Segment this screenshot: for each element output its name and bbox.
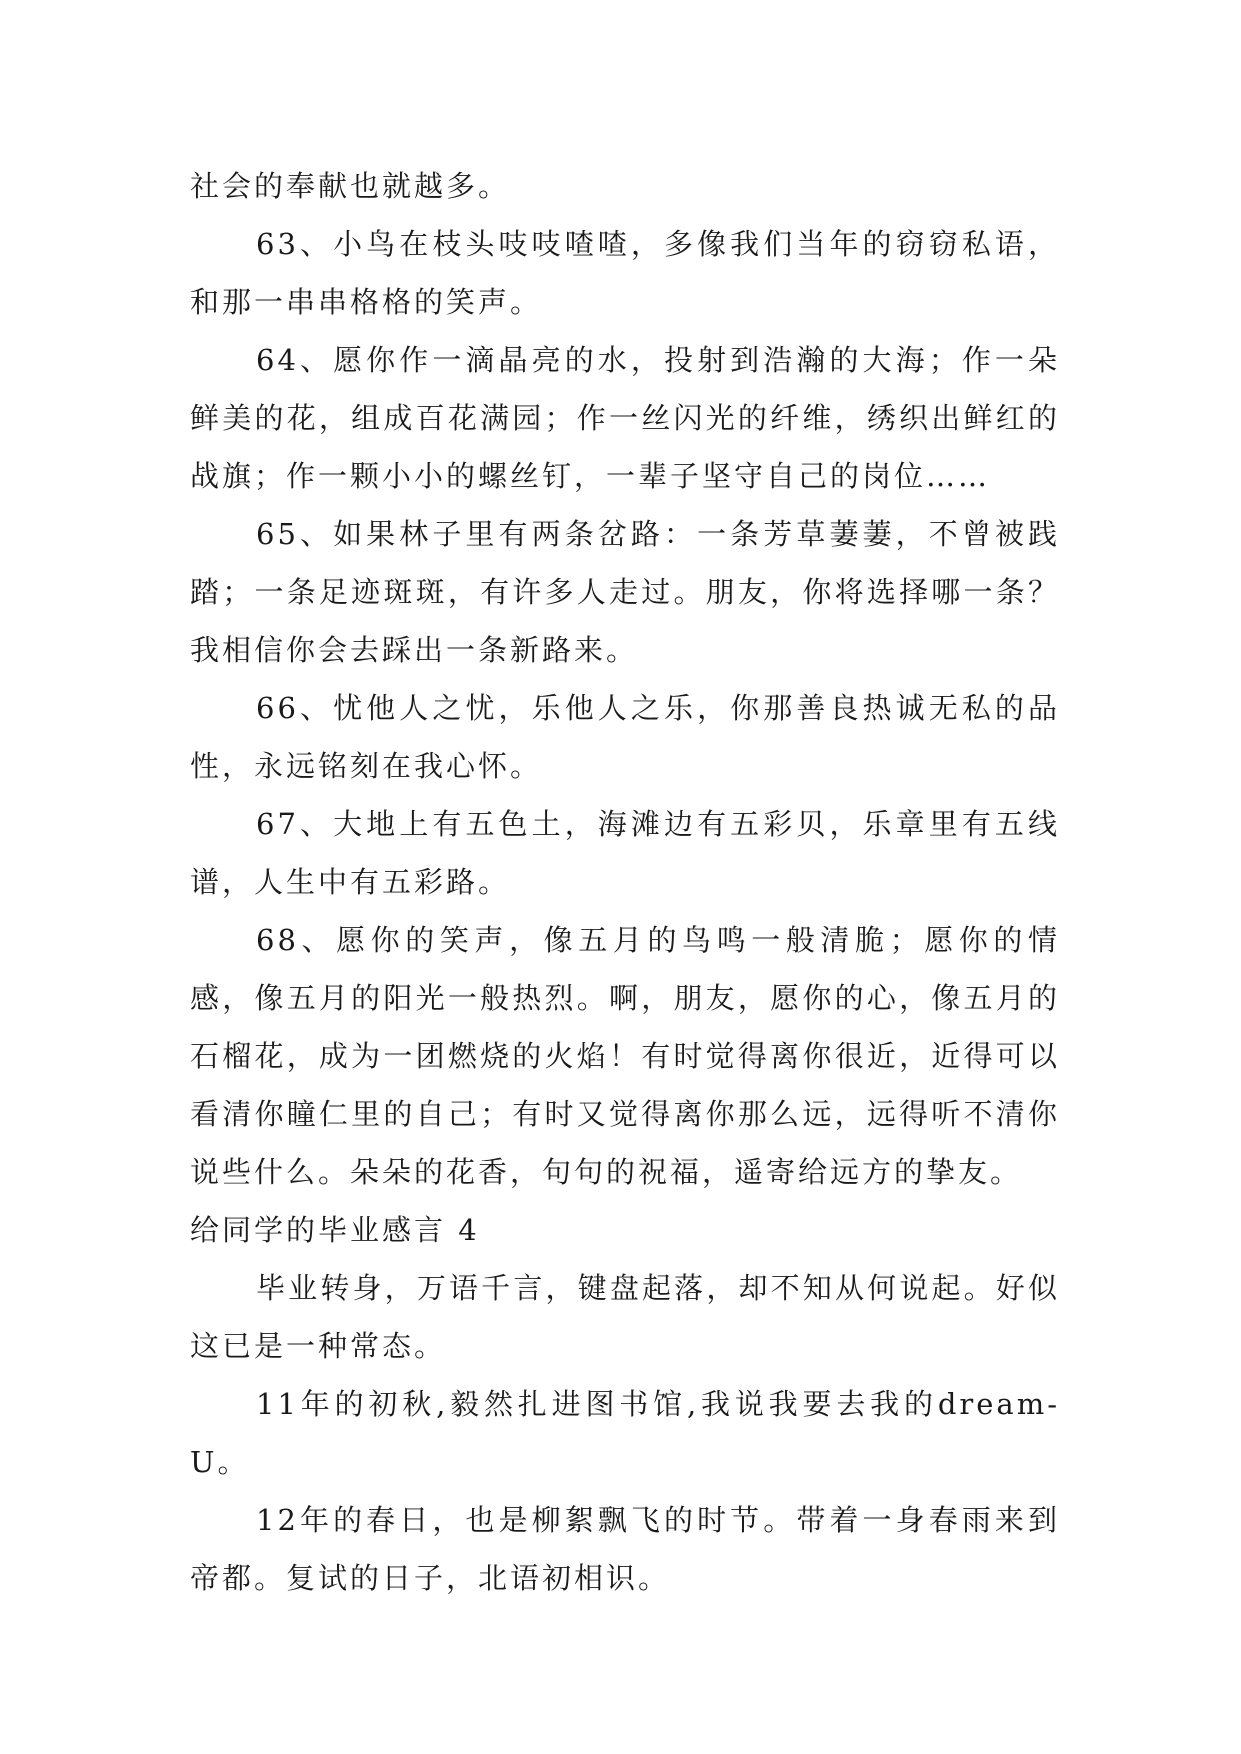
- paragraph-autumn-11: 11年的初秋,毅然扎进图书馆,我说我要去我的dream-U。: [190, 1387, 1060, 1479]
- document-body: [190, 157, 1060, 1607]
- paragraph-65: 65、如果林子里有两条岔路：一条芳草萋萋，不曾被践踏；一条足迹斑斑，有许多人走过。朋友，你将选择哪一条？我相信你会去踩出一条新路来。: [190, 517, 1060, 667]
- paragraph-graduation-intro: 毕业转身，万语千言，键盘起落，却不知从何说起。好似这已是一种常态。: [190, 1271, 1060, 1363]
- paragraph-64: 64、愿你作一滴晶亮的水，投射到浩瀚的大海；作一朵鲜美的花，组成百花满园；作一丝闪光的纤维，绣织出鲜红的战旗；作一颗小小的螺丝钉，一辈子坚守自己的岗位……: [190, 343, 1060, 493]
- paragraph-68: 68、愿你的笑声，像五月的鸟鸣一般清脆；愿你的情感，像五月的阳光一般热烈。啊，朋友，愿你的心，像五月的石榴花，成为一团燃烧的火焰！有时觉得离你很近，近得可以看清你瞳仁里的自己；有时又觉得离你那么远，远得听不清你说些什么。朵朵的花香，句句的祝福，遥寄给远方的挚友。: [190, 923, 1060, 1189]
- paragraph-67: 67、大地上有五色土，海滩边有五彩贝，乐章里有五线谱，人生中有五彩路。: [190, 807, 1060, 899]
- paragraph-63: 63、小鸟在枝头吱吱喳喳，多像我们当年的窃窃私语，和那一串串格格的笑声。: [190, 227, 1060, 319]
- paragraph-spring-12: 12年的春日，也是柳絮飘飞的时节。带着一身春雨来到帝都。复试的日子，北语初相识。: [190, 1503, 1060, 1595]
- paragraph-continuation: 社会的奉献也就越多。: [190, 169, 511, 203]
- paragraph-66: 66、忧他人之忧，乐他人之乐，你那善良热诚无私的品性，永远铭刻在我心怀。: [190, 691, 1060, 783]
- section-heading: 给同学的毕业感言 4: [190, 1213, 480, 1247]
